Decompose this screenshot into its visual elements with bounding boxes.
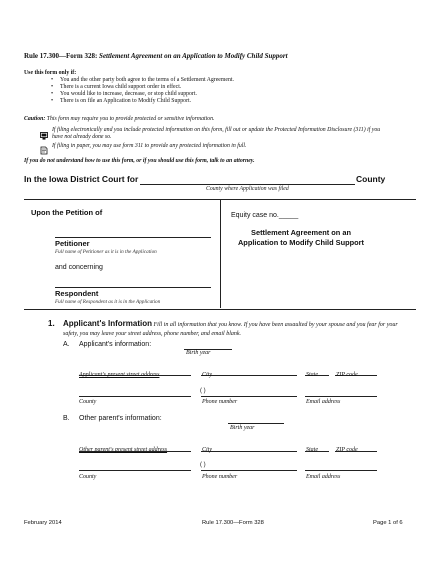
applicant-info-label: Applicant's information: — [79, 341, 152, 348]
caution-line — [24, 116, 214, 122]
applicant-phone-paren: ( ) — [200, 388, 206, 394]
section1-number: 1. — [48, 319, 55, 328]
other-parent-zip-label: ZIP code — [336, 447, 358, 453]
other-parent-phone-paren: ( ) — [200, 462, 206, 468]
applicant-address-label: Applicant's present street address — [79, 372, 160, 378]
computer-icon — [40, 127, 48, 135]
applicant-county-field[interactable] — [79, 396, 191, 397]
respondent-name-field[interactable] — [55, 287, 211, 288]
county-field[interactable] — [140, 184, 355, 185]
other-parent-city-label: City — [202, 447, 212, 453]
petitioner-sublabel: Full name of Petitioner as it is in the Application — [55, 249, 157, 255]
applicant-state-label: State — [306, 372, 318, 378]
applicant-city-label: City — [202, 372, 212, 378]
applicant-birth-year-label: Birth year — [186, 350, 211, 356]
other-parent-info-label: Other parent's information: — [79, 415, 162, 422]
other-parent-email-field[interactable] — [305, 470, 377, 471]
other-parent-email-label: Email address — [306, 474, 341, 480]
court-suffix: County — [356, 174, 386, 184]
petitioner-label: Petitioner — [55, 239, 90, 248]
caption-divider — [220, 199, 221, 308]
caution-text: This form may require you to provide protected or sensitive information. — [46, 116, 215, 122]
applicant-county-label: County — [79, 399, 97, 405]
applicant-city-field[interactable] — [201, 375, 297, 376]
respondent-sublabel: Full name of Respondent as it is in the Application — [55, 299, 161, 305]
applicant-a-label: A. — [63, 341, 70, 348]
court-prefix: In the Iowa District Court for — [24, 174, 139, 184]
form-header — [24, 52, 288, 60]
petition-of-label: Upon the Petition of — [31, 208, 103, 217]
section1-instructions: Fill in all information that you know. If you have been assaulted by your spouse and you fear for your safety, you may leave your street address, phone number, and email blank. — [63, 322, 398, 337]
other-parent-state-label: State — [306, 447, 318, 453]
document-title: Settlement Agreement on an Application to Modify Child Support — [237, 228, 365, 247]
respondent-label: Respondent — [55, 289, 99, 298]
applicant-zip-label: ZIP code — [336, 372, 358, 378]
other-parent-phone-field[interactable] — [201, 470, 297, 471]
other-parent-county-field[interactable] — [79, 470, 191, 471]
other-parent-b-label: B. — [63, 415, 70, 422]
footer-form-ref: Rule 17.300—Form 328 — [202, 520, 264, 526]
use-bullets — [46, 77, 376, 105]
applicant-email-field[interactable] — [305, 396, 377, 397]
other-parent-birth-year-field[interactable] — [228, 423, 284, 424]
rule-prefix: Rule 17.300—Form 328: — [24, 52, 98, 60]
other-parent-county-label: County — [79, 474, 97, 480]
list-item: • There is on file an Application to Modify Child Support. — [46, 98, 376, 105]
list-item: • You would like to increase, decrease, or stop child support. — [46, 91, 376, 98]
and-concerning-label: and concerning — [55, 264, 103, 271]
county-sublabel: County where Application was filed — [206, 186, 289, 192]
petitioner-name-field[interactable] — [55, 237, 211, 238]
form-title: Settlement Agreement on an Application to Modify Child Support — [99, 52, 288, 60]
applicant-phone-field[interactable] — [201, 396, 297, 397]
paper-form-icon — [40, 142, 48, 151]
section1-text — [63, 319, 400, 339]
other-parent-birth-year-label: Birth year — [230, 425, 255, 431]
attorney-note: If you do not understand how to use this form, or if you should use this form, talk to an attorney. — [24, 158, 255, 164]
other-parent-city-field[interactable] — [201, 451, 297, 452]
other-parent-address-label: Other parent's present street address — [79, 447, 168, 453]
paper-filing-note: If filing in paper, you may use form 311 to provide any protected information in full. — [52, 143, 247, 149]
list-item: • There is a current Iowa child support order in effect. — [46, 84, 376, 91]
equity-case-number[interactable]: Equity case no._____ — [231, 212, 299, 219]
electronic-filing-note: If filing electronically and you include protected information on this form, fill out or update the Protected Information Disclosure (311) if you have not already done so. — [52, 127, 381, 140]
use-heading: Use this form only if: — [24, 70, 77, 76]
other-parent-phone-label: Phone number — [202, 474, 238, 480]
section1-heading: Applicant's Information — [63, 319, 153, 328]
footer-date: February 2014 — [24, 520, 62, 526]
caution-label: Caution: — [24, 116, 46, 122]
list-item: • You and the other party both agree to the terms of a Settlement Agreement. — [46, 77, 376, 84]
applicant-phone-label: Phone number — [202, 399, 238, 405]
applicant-email-label: Email address — [306, 399, 341, 405]
footer-page-number: Page 1 of 6 — [373, 520, 403, 526]
